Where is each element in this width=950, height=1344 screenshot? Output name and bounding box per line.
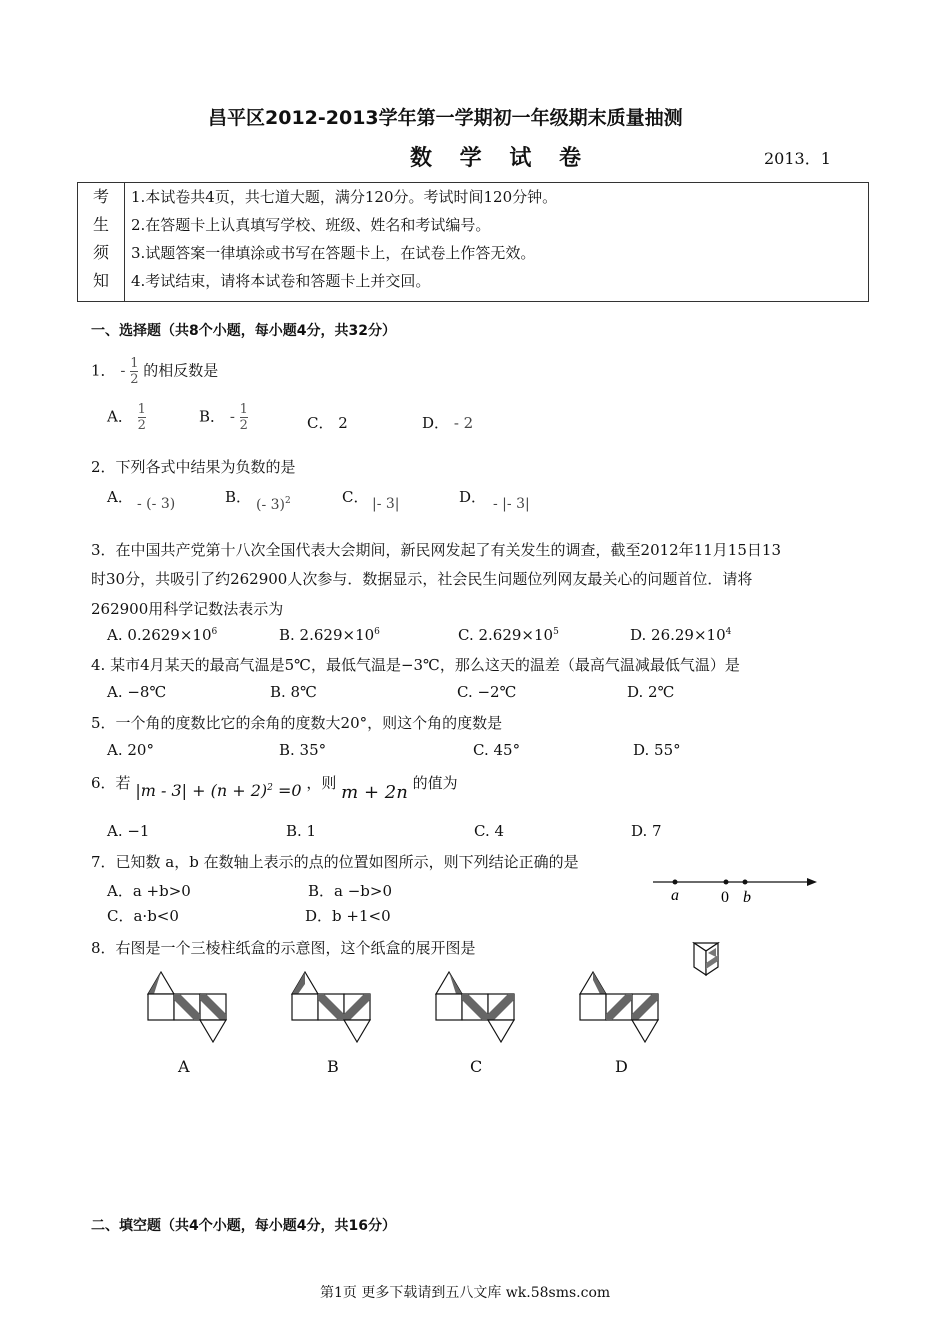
option-label: C． [307,414,334,432]
question-1-number: 1． [91,361,116,380]
option-text: B. 2.629×10 [279,626,375,644]
net-label-b: B [327,1057,339,1076]
notice-heading-char: 生 [92,215,109,234]
fraction-denominator: 2 [130,372,139,387]
q2-option-b-label: B． [225,488,252,506]
q7-option-d: D．b +1<0 [305,907,391,925]
q6-option-c: C. 4 [474,822,505,840]
q3-option-c [458,626,559,644]
option-neg: - [229,407,235,426]
notice-item: 4.考试结束，请将本试卷和答题卡上并交回。 [131,272,431,290]
q1-option-d [422,412,473,433]
q3-option-b [279,626,380,644]
option-label: D． [422,414,450,432]
fraction-numerator: 1 [130,356,139,371]
q4-option-d: D. 2℃ [627,683,675,701]
page-title: 昌平区2012-2013学年第一学期初一年级期末质量抽测 [208,107,683,129]
q2-option-a-expr: - (- 3) [137,496,176,512]
q2-option-a-label: A． [107,488,133,506]
question-6 [91,772,458,803]
page-footer: 第1页 更多下载请到五八文库 wk.58sms.com [320,1285,611,1301]
number-line-point-a [673,880,678,885]
q5-option-a: A. 20° [107,741,154,759]
expr-base: |m - 3| + (n + 2) [135,781,268,800]
question-1-neg: - [120,361,126,380]
question-1 [91,356,218,387]
question-6-mid: ，则 [306,774,337,792]
q5-option-d: D. 55° [633,741,681,759]
option-text: A. 0.2629×10 [107,626,212,644]
q7-option-b: B．a −b>0 [308,882,393,900]
q1-option-a [107,402,146,433]
q6-option-a: A. −1 [107,822,150,840]
q2-option-d-label: D． [459,488,487,506]
q5-option-c: C. 45° [473,741,521,759]
notice-heading-char: 知 [92,271,109,290]
option-text: D. 26.29×10 [630,626,726,644]
q4-option-b: B. 8℃ [270,683,317,701]
fraction-numerator: 1 [137,402,146,417]
question-8-text: 8．右图是一个三棱柱纸盒的示意图，这个纸盒的展开图是 [91,939,476,957]
notice-items [125,183,869,302]
q3-option-d [630,626,731,644]
question-1-text: 的相反数是 [143,361,219,380]
q6-option-d: D. 7 [631,822,662,840]
question-3-line-1: 3．在中国共产党第十八次全国代表大会期间，新民网发起了有关发生的调查，截至2012年11月15日13 [91,541,781,559]
question-7-text: 7．已知数 a，b 在数轴上表示的点的位置如图所示，则下列结论正确的是 [91,853,579,871]
q1-option-c [307,412,348,433]
question-6-suffix: 的值为 [412,774,458,792]
notice-heading-char: 考 [92,187,109,206]
net-label-d: D [615,1057,628,1076]
section-1-title: 一、选择题（共8个小题，每小题4分，共32分） [91,323,396,339]
notice-item: 3.试题答案一律填涂或书写在答题卡上，在试卷上作答无效。 [131,244,536,262]
q7-option-c: C．a·b<0 [107,907,179,925]
q6-option-b: B. 1 [286,822,317,840]
q3-option-a [107,626,217,644]
fraction-numerator: 1 [239,402,248,417]
expr-exponent: 2 [285,496,291,506]
prism-box-figure [690,937,724,979]
q4-option-c: C. −2℃ [457,683,517,701]
q2-option-d-expr: - |- 3| [493,496,530,512]
option-label: B． [199,407,226,426]
net-label-a: A [178,1057,190,1076]
expr-base: (- 3) [256,497,286,513]
exam-date: 2013．1 [764,149,831,168]
number-line-point-b [743,880,748,885]
option-exponent: 4 [725,627,732,637]
number-line-arrow-icon [807,878,817,886]
number-line-label-a: a [671,887,679,904]
fraction-denominator: 2 [137,418,146,433]
question-6-prefix: 6．若 [91,774,131,792]
notice-heading-char: 须 [92,243,109,262]
notice-table [77,182,869,302]
net-label-c: C [470,1057,483,1076]
net-option-c [434,968,526,1046]
section-2-title: 二、填空题（共4个小题，每小题4分，共16分） [91,1218,396,1234]
notice-item: 1.本试卷共4页，共七道大题，满分120分。考试时间120分钟。 [131,188,558,206]
q4-option-a: A. −8℃ [107,683,167,701]
q2-option-c-expr: |- 3| [372,496,400,512]
q7-option-a: A．a +b>0 [107,882,191,900]
option-value: - 2 [453,414,474,432]
option-exponent: 5 [553,627,559,637]
notice-item: 2.在答题卡上认真填写学校、班级、姓名和考试编号。 [131,216,491,234]
option-text: C. 2.629×10 [458,626,554,644]
question-5-text: 5．一个角的度数比它的余角的度数大20°，则这个角的度数是 [91,714,503,732]
number-line-point-zero [724,880,729,885]
number-line-figure [645,868,825,908]
option-exponent: 6 [374,627,380,637]
question-3-line-3: 262900用科学记数法表示为 [91,600,284,618]
question-6-expr-2: m + 2n [341,782,408,803]
notice-heading [78,183,125,302]
fraction-denominator: 2 [239,418,248,433]
number-line-label-zero: 0 [721,889,729,906]
q1-option-b [199,402,248,433]
net-option-a [146,968,238,1046]
q5-option-b: B. 35° [279,741,327,759]
q2-option-c-label: C． [342,488,369,506]
expr-exponent: 2 [267,783,273,793]
option-exponent: 6 [211,627,218,637]
option-value: 2 [338,414,348,432]
question-2-text: 2．下列各式中结果为负数的是 [91,458,296,476]
page-subtitle: 数 学 试 卷 [410,146,591,171]
net-option-b [290,968,382,1046]
net-option-d [578,968,670,1046]
question-1-fraction [130,356,138,387]
question-4-text: 4. 某市4月某天的最高气温是5℃，最低气温是−3℃，那么这天的温差（最高气温减最低气温）是 [91,656,740,674]
q2-option-b-expr [256,496,291,513]
option-label: A． [107,407,133,426]
expr-equals: =0 [272,781,302,800]
number-line-label-b: b [743,889,751,906]
question-6-expr [135,781,301,800]
question-3-line-2: 时30分，共吸引了约262900人次参与．数据显示，社会民生问题位列网友最关心的问题首位．请将 [91,570,753,588]
